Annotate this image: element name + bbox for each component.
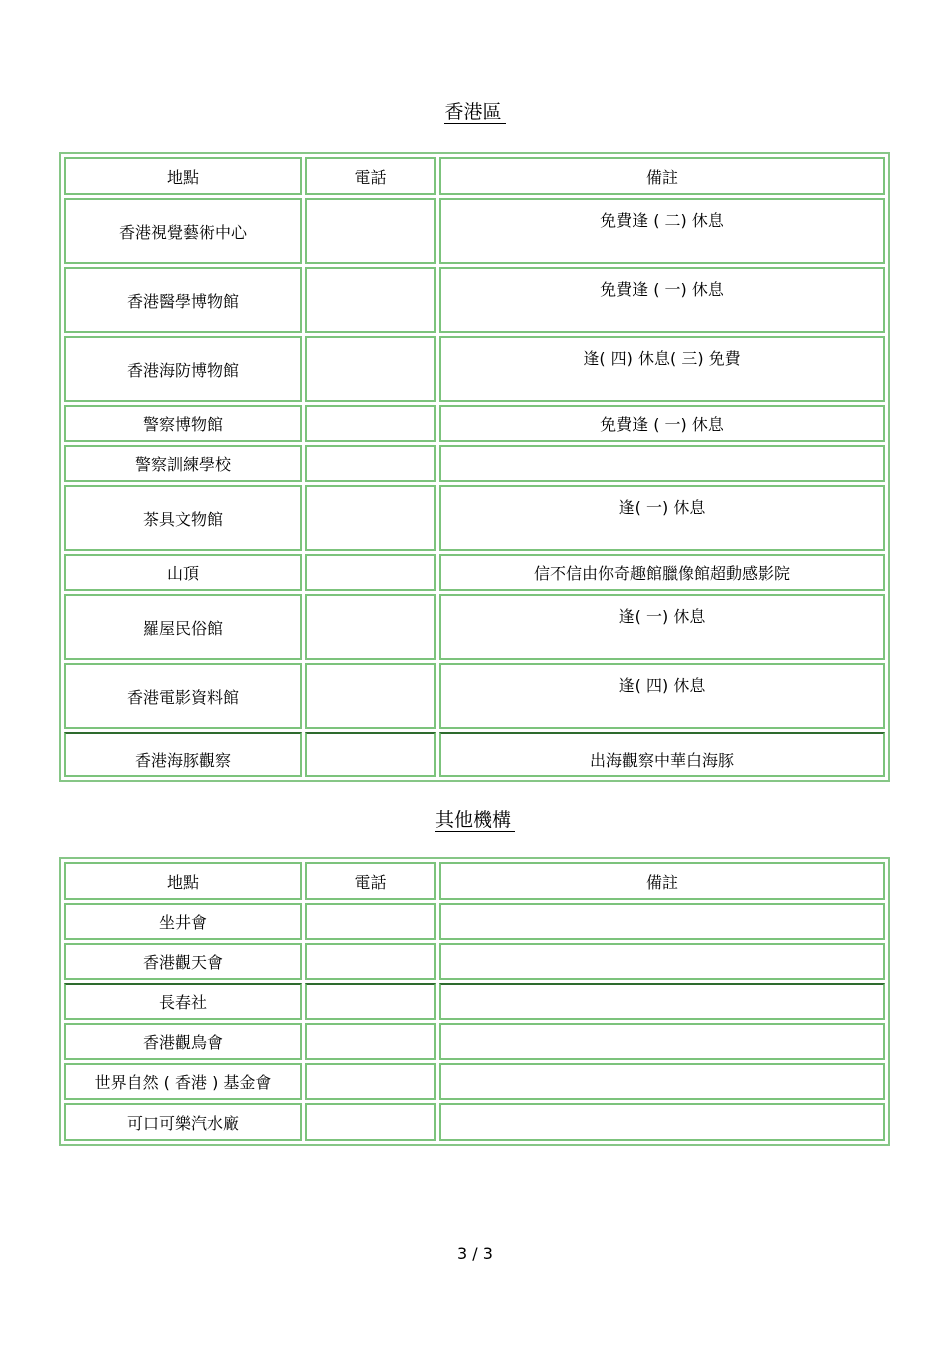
cell-place: 山頂	[64, 554, 302, 591]
cell-note	[439, 903, 885, 940]
header-note: 備註	[439, 862, 885, 900]
cell-place: 香港視覺藝術中心	[64, 198, 302, 264]
cell-note: 免費逢 ( 一) 休息	[439, 405, 885, 442]
section-title-other-text: 其他機構	[435, 809, 515, 832]
cell-place: 香港電影資料館	[64, 663, 302, 729]
cell-note	[439, 1023, 885, 1060]
section-title-hk-text: 香港區	[444, 101, 505, 124]
cell-place: 香港觀天會	[64, 943, 302, 980]
table-row	[64, 663, 885, 729]
page-number: 3 / 3	[457, 1244, 493, 1263]
cell-phone	[305, 594, 436, 660]
table-row	[64, 983, 885, 1020]
cell-phone	[305, 983, 436, 1020]
table-row	[64, 943, 885, 980]
cell-phone	[305, 663, 436, 729]
header-note: 備註	[439, 157, 885, 195]
header-phone: 電話	[305, 862, 436, 900]
cell-phone	[305, 485, 436, 551]
cell-phone	[305, 554, 436, 591]
cell-phone	[305, 1023, 436, 1060]
cell-note: 逢( 一) 休息	[439, 594, 885, 660]
cell-place: 羅屋民俗館	[64, 594, 302, 660]
cell-place: 香港海豚觀察	[64, 732, 302, 777]
section-title-hk	[0, 100, 950, 124]
table-row	[64, 903, 885, 940]
table-header-row	[64, 157, 885, 195]
table-row	[64, 594, 885, 660]
cell-place: 警察博物館	[64, 405, 302, 442]
cell-place: 香港觀鳥會	[64, 1023, 302, 1060]
cell-phone	[305, 732, 436, 777]
header-phone: 電話	[305, 157, 436, 195]
cell-note: 逢( 四) 休息( 三) 免費	[439, 336, 885, 402]
table-row	[64, 1023, 885, 1060]
cell-place: 可口可樂汽水廠	[64, 1103, 302, 1141]
cell-place: 茶具文物館	[64, 485, 302, 551]
table-row	[64, 1063, 885, 1100]
table-row	[64, 405, 885, 442]
cell-note	[439, 943, 885, 980]
other-org-table	[59, 857, 890, 1146]
hk-venue-table	[59, 152, 890, 782]
cell-phone	[305, 943, 436, 980]
cell-note: 免費逢 ( 二) 休息	[439, 198, 885, 264]
table-row	[64, 554, 885, 591]
table-row	[64, 198, 885, 264]
section-title-other	[0, 808, 950, 832]
cell-phone	[305, 903, 436, 940]
cell-note: 信不信由你奇趣館臘像館超動感影院	[439, 554, 885, 591]
header-place: 地點	[64, 862, 302, 900]
table-row	[64, 1103, 885, 1141]
cell-place: 警察訓練學校	[64, 445, 302, 482]
table-row	[64, 445, 885, 482]
cell-place: 世界自然 ( 香港 ) 基金會	[64, 1063, 302, 1100]
table-header-row	[64, 862, 885, 900]
cell-note	[439, 445, 885, 482]
cell-note	[439, 1103, 885, 1141]
cell-phone	[305, 198, 436, 264]
cell-note: 出海觀察中華白海豚	[439, 732, 885, 777]
cell-phone	[305, 267, 436, 333]
cell-note	[439, 983, 885, 1020]
table-row	[64, 485, 885, 551]
cell-note: 免費逢 ( 一) 休息	[439, 267, 885, 333]
cell-phone	[305, 1103, 436, 1141]
cell-place: 香港醫學博物館	[64, 267, 302, 333]
cell-phone	[305, 336, 436, 402]
table-row	[64, 336, 885, 402]
cell-note	[439, 1063, 885, 1100]
cell-phone	[305, 1063, 436, 1100]
cell-phone	[305, 445, 436, 482]
cell-place: 長春社	[64, 983, 302, 1020]
cell-note: 逢( 一) 休息	[439, 485, 885, 551]
table-row	[64, 267, 885, 333]
cell-place: 香港海防博物館	[64, 336, 302, 402]
cell-note: 逢( 四) 休息	[439, 663, 885, 729]
header-place: 地點	[64, 157, 302, 195]
cell-phone	[305, 405, 436, 442]
cell-place: 坐井會	[64, 903, 302, 940]
table-row	[64, 732, 885, 777]
